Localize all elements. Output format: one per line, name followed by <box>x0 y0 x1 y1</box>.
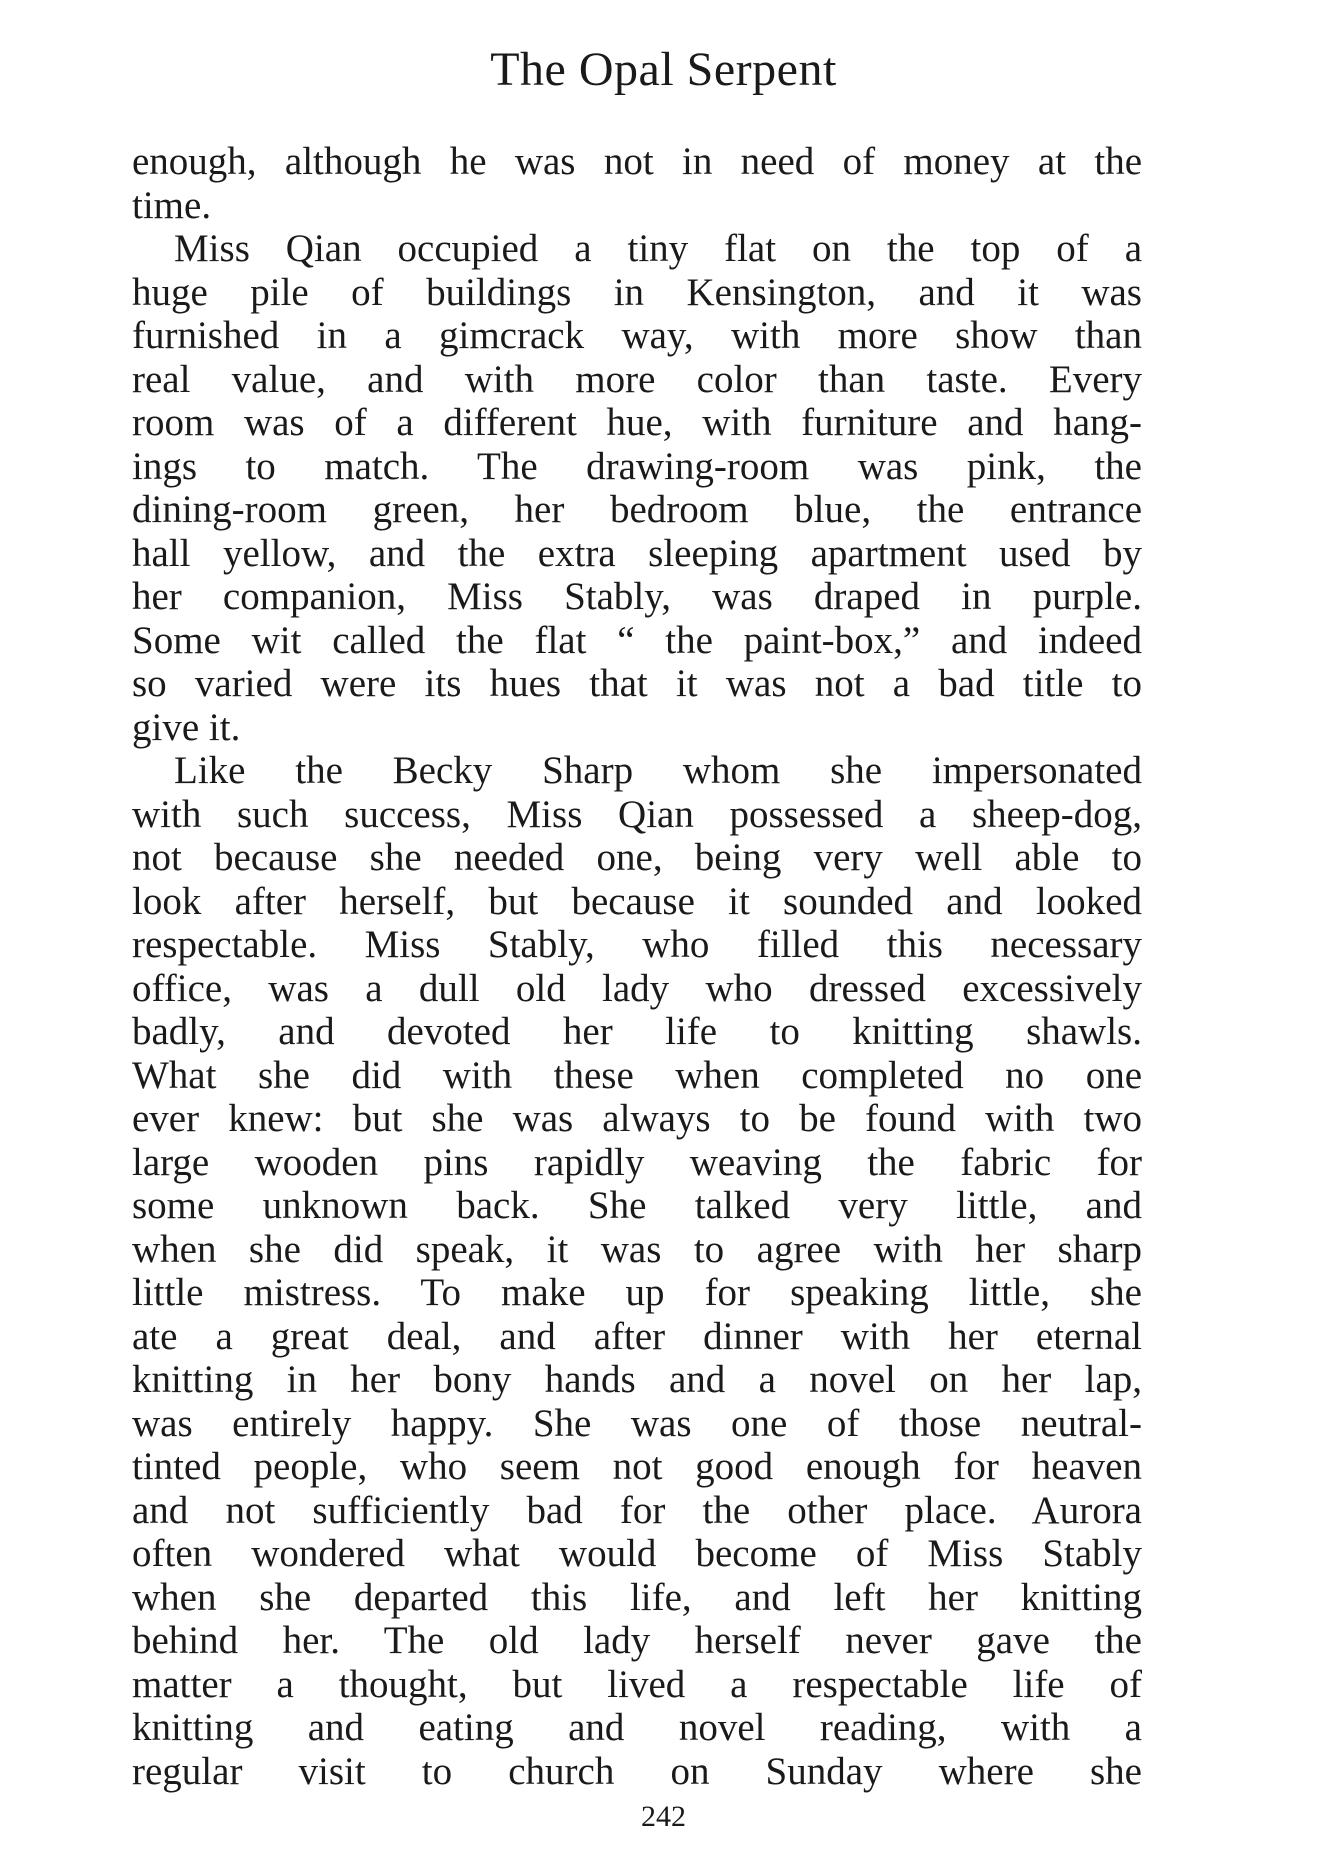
text-line: give it. <box>132 705 241 749</box>
text-line: furnished in a gimcrack way, with more show than <box>132 314 1142 357</box>
text-line: behind her. The old lady herself never gave the <box>132 1619 1142 1662</box>
text-line: knitting and eating and novel reading, with a <box>132 1706 1142 1749</box>
text-line: room was of a different hue, with furniture and hang- <box>132 401 1142 444</box>
page-number: 242 <box>641 1800 686 1833</box>
text-line: little mistress. To make up for speaking little, she <box>132 1271 1142 1314</box>
text-line: dining-room green, her bedroom blue, the entrance <box>132 488 1142 531</box>
text-line: hall yellow, and the extra sleeping apartment used by <box>132 531 1142 575</box>
text-line: ate a great deal, and after dinner with her eternal <box>132 1314 1142 1358</box>
text-line: badly, and devoted her life to knitting shawls. <box>132 1010 1142 1053</box>
text-line: Like the Becky Sharp whom she impersonated <box>174 749 1142 792</box>
text-line: Miss Qian occupied a tiny flat on the top of a <box>174 227 1142 270</box>
text-line: enough, although he was not in need of money at the <box>132 140 1142 183</box>
text-line: ings to match. The drawing-room was pink, the <box>132 444 1142 488</box>
text-line: Some wit called the flat “ the paint-box,” and indeed <box>132 618 1142 662</box>
text-line: when she departed this life, and left her knitting <box>132 1575 1142 1619</box>
text-line: her companion, Miss Stably, was draped in purple. <box>132 575 1142 618</box>
running-head: The Opal Serpent <box>490 43 837 96</box>
text-line: real value, and with more color than taste. Every <box>132 357 1142 401</box>
text-line: What she did with these when completed no one <box>132 1053 1142 1097</box>
text-line: regular visit to church on Sunday where she <box>132 1749 1142 1793</box>
text-line: so varied were its hues that it was not a bad title to <box>132 662 1142 705</box>
text-line: not because she needed one, being very well able to <box>132 836 1142 879</box>
text-line: with such success, Miss Qian possessed a sheep-dog, <box>132 792 1142 836</box>
body-text <box>132 140 1142 1793</box>
text-line: large wooden pins rapidly weaving the fabric for <box>132 1140 1142 1184</box>
text-line: and not sufficiently bad for the other place. Aurora <box>132 1488 1142 1532</box>
text-line: ever knew: but she was always to be found with two <box>132 1097 1142 1140</box>
text-line: tinted people, who seem not good enough for heaven <box>132 1445 1142 1488</box>
text-line: office, was a dull old lady who dressed excessively <box>132 966 1142 1010</box>
text-line: knitting in her bony hands and a novel on her lap, <box>132 1358 1142 1401</box>
text-line: when she did speak, it was to agree with her sharp <box>132 1227 1142 1271</box>
text-line: look after herself, but because it sounded and looked <box>132 879 1142 923</box>
text-line: time. <box>132 183 212 227</box>
text-line: was entirely happy. She was one of those neutral- <box>132 1401 1142 1445</box>
text-line: often wondered what would become of Miss Stably <box>132 1532 1142 1575</box>
text-line: respectable. Miss Stably, who filled this necessary <box>132 923 1142 966</box>
text-line: huge pile of buildings in Kensington, and it was <box>132 270 1142 314</box>
text-line: some unknown back. She talked very little, and <box>132 1184 1142 1227</box>
text-line: matter a thought, but lived a respectable life of <box>132 1662 1142 1706</box>
